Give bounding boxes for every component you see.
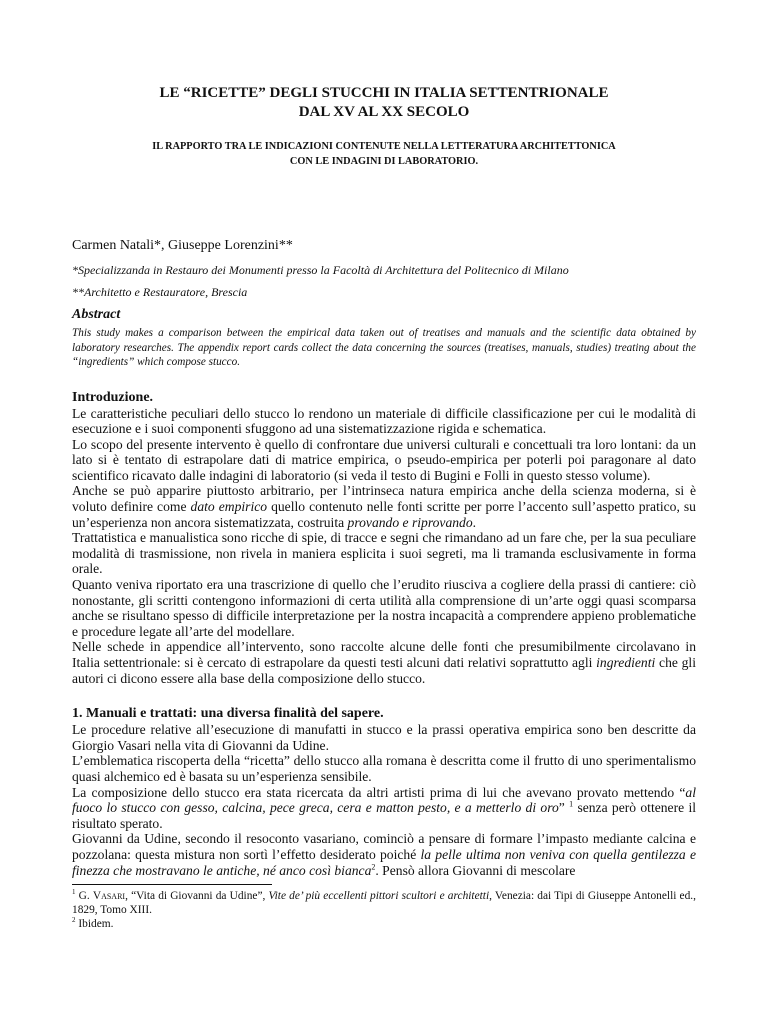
section-1-paragraph-3 xyxy=(72,785,696,832)
emphasis: al fuoco lo stucco con gesso, calcina, pece greca, cera e matton pesto, e a metterlo di oro xyxy=(72,784,696,816)
intro-paragraph-3 xyxy=(72,483,696,530)
text-run: , Venezia: dai Tipi di Giuseppe Antonelli ed., 1829, Tomo XIII. xyxy=(72,890,696,917)
text-run: quello contenuto nelle fonti scritte per porre l’accento sull’aspetto pratico, su un’esperienza non ancora sistematizzata, costruita xyxy=(72,499,696,530)
title-line-1: LE “RICETTE” DEGLI STUCCHI IN ITALIA SETTENTRIONALE xyxy=(159,85,609,101)
section-1-heading: 1. Manuali e trattati: una diversa finalità del sapere. xyxy=(72,706,384,722)
emphasis: dato empirico xyxy=(190,499,268,515)
authors: Carmen Natali*, Giuseppe Lorenzini** xyxy=(72,238,293,253)
emphasis: provando e riprovando xyxy=(347,514,473,530)
abstract-heading: Abstract xyxy=(72,307,121,322)
section-1-paragraph-1: Le procedure relative all’esecuzione di manufatti in stucco e la prassi operativa empirica sono ben descritte da Giorgio Vasari nella vita di Giovanni da Udine. xyxy=(72,722,696,753)
text-run: che gli autori ci dicono essere alla base della composizione dello stucco. xyxy=(72,655,696,686)
subtitle-line-1: IL RAPPORTO TRA LE INDICAZIONI CONTENUTE NELLA LETTERATURA ARCHITETTONICA xyxy=(152,141,616,152)
intro-paragraph-2: Lo scopo del presente intervento è quello di confrontare due universi culturali e concettuali tra loro lontani: da un lato si è tentato di estrapolare dati di matrice empirica, o pseudo-empirica per poterli poi paragonare al dato scientifico ricavato dalle indagini di laboratorio (si veda il testo di Bugini e Folli in questo stesso volume). xyxy=(72,436,696,483)
intro-paragraph-1: Le caratteristiche peculiari dello stucco lo rendono un materiale di difficile classificazione per cui le modalità di esecuzione e i suoi componenti sfuggono ad una sistematizzazione rigida e schematica. xyxy=(72,405,696,437)
text-run: , “Vita di Giovanni da Udine”, xyxy=(125,890,269,903)
text-run: . Pensò allora Giovanni di mescolare xyxy=(375,862,576,878)
footnote-work-title: Vite de’ più eccellenti pittori scultori e architetti xyxy=(268,890,490,903)
intro-heading: Introduzione. xyxy=(72,389,154,405)
document-page xyxy=(72,84,696,931)
abstract-text: This study makes a comparison between the empirical data taken out of treatises and manuals and the scientific data obtained by laboratory researches. The appendix report cards collect the data concerning the sources (treatises, manuals, studies) treating about the “ingredients” which compose stucco. xyxy=(72,327,696,368)
paper-title xyxy=(72,84,696,122)
text-run: ” xyxy=(558,800,570,816)
emphasis: ingredienti xyxy=(596,655,656,670)
title-line-2: DAL XV AL XX SECOLO xyxy=(298,104,470,120)
footnote-author: Vasari xyxy=(92,890,126,903)
text-run: senza però ottenere il risultato sperato. xyxy=(72,800,697,831)
footnote-number: 2 xyxy=(72,916,76,925)
text-run: G. xyxy=(75,890,93,903)
footnote-ref-1[interactable]: 1 xyxy=(569,799,574,809)
section-1-paragraph-2: L’emblematica riscoperta della “ricetta” dello stucco alla romana è descritta come il frutto di uno sperimentalismo quasi alchemico ed è basata su un’esperienza sensibile. xyxy=(72,753,696,784)
intro-paragraph-4: Trattatistica e manualistica sono ricche di spie, di tracce e segni che rimandano ad un fare che, per la sua peculiare modalità di trasmissione, non rivela in maniera esplicita i suoi segreti, ma li tramanda esclusivamente in forma orale. xyxy=(72,530,696,577)
footnote-2 xyxy=(72,917,696,931)
text-run: Ibidem. xyxy=(75,918,114,931)
footnote-divider xyxy=(72,884,272,885)
text-run: Anche se può apparire piuttosto arbitrario, per l’intrinseca natura empirica anche della scienza moderna, si è voluto definire come xyxy=(72,483,696,515)
paper-subtitle xyxy=(72,139,696,169)
text-run: . xyxy=(472,514,477,530)
text-run: Giovanni da Udine, secondo il resoconto vasariano, cominciò a pensare di formare l’impasto mediante calcina e pozzolana: questa mistura non sortì l’effetto desiderato poiché xyxy=(72,831,696,862)
affiliation-2: **Architetto e Restauratore, Brescia xyxy=(72,285,248,299)
section-1-paragraph-4 xyxy=(72,831,696,878)
intro-paragraph-5: Quanto veniva riportato era una trascrizione di quello che l’erudito riusciva a cogliere della prassi di cantiere: ciò nonostante, gli scritti contengono informazioni di certa utilità alla comprensione di un’arte oggi quasi scomparsa anche se risultano spesso di difficile interpretazione per la nostra incapacità a comprendere appieno problematiche e procedure legate all’arte del modellare. xyxy=(72,577,696,639)
intro-paragraph-6 xyxy=(72,639,696,686)
footnote-1 xyxy=(72,889,696,917)
text-run: Nelle schede in appendice all’intervento, sono raccolte alcune delle fonti che presumibilmente circolavano in Italia settentrionale: si è cercato di estrapolare da questi testi alcuni dati relativi soprattutto agli xyxy=(72,639,696,670)
footnote-number: 1 xyxy=(72,888,76,897)
text-run: La composizione dello stucco era stata ricercata da altri artisti prima di lui che avevano provato mettendo “ xyxy=(72,784,686,800)
emphasis: la pelle ultima non veniva con quella gentilezza e finezza che mostravano le antiche, né anco così bianca xyxy=(72,846,696,878)
subtitle-line-2: CON LE INDAGINI DI LABORATORIO. xyxy=(289,156,479,167)
affiliation-1: *Specializzanda in Restauro dei Monumenti presso la Facoltà di Architettura del Politecnico di Milano xyxy=(72,263,569,277)
footnote-ref-2[interactable]: 2 xyxy=(371,862,376,871)
